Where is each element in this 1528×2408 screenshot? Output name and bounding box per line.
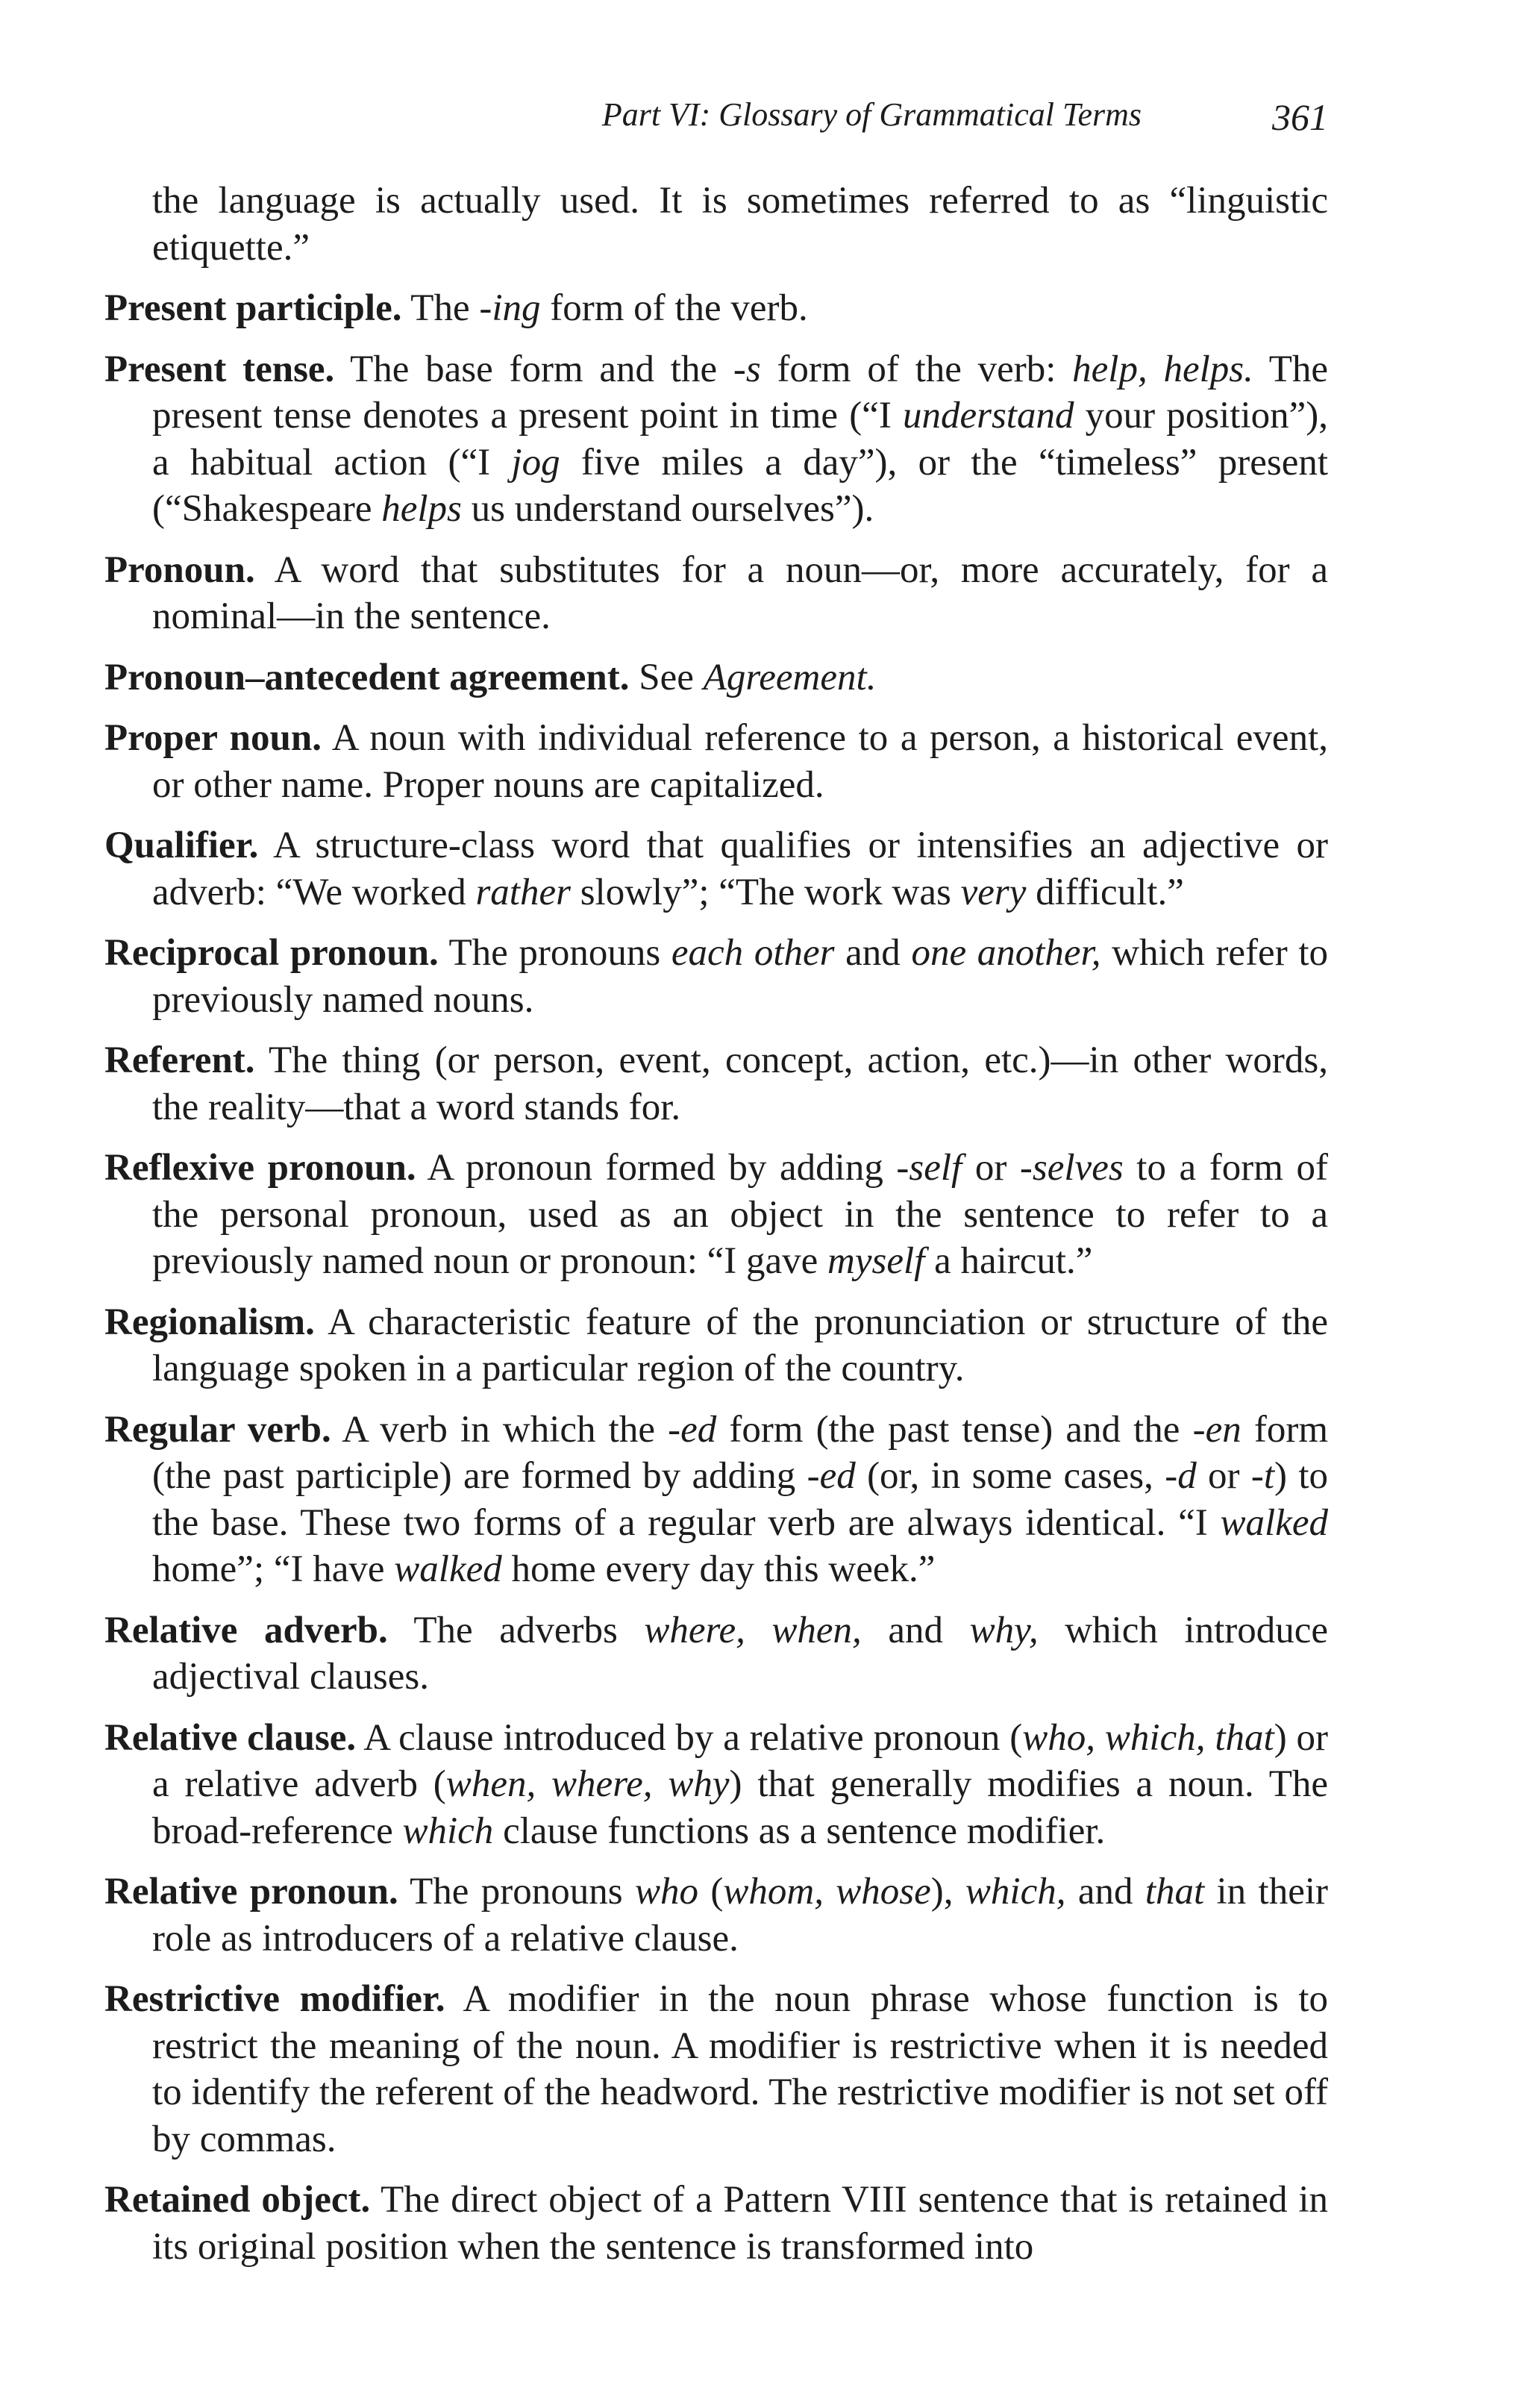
entry-term: Restrictive modifier. [104,1978,445,2020]
definition-text: the language is actually used. It is sometimes referred to as “linguistic etiquette.” [152,180,1328,269]
definition-text: and [1065,1871,1145,1913]
definition-text: which introduce adjectival clauses. [152,1609,1328,1698]
definition-text: The [401,287,480,329]
entry-term: Retained object. [104,2179,371,2221]
glossary-entry [104,1607,1328,1701]
definition-text: home every day this week.” [501,1548,936,1590]
glossary-entry [104,1407,1328,1593]
definition-text: ( [698,1871,724,1913]
definition-text: A modifier in the noun phrase whose function is to restrict the meaning of the noun. A modifier is restrictive when it is needed to identify the referent of the headword. The restrictive modifier is not set off by commas. [152,1978,1328,2160]
definition-text: and [861,1609,970,1651]
glossary-entry [104,1715,1328,1855]
definition-text: See [629,656,704,698]
entry-term: Relative pronoun. [104,1871,398,1913]
glossary-entry [104,1145,1328,1285]
italic-text: -ed [807,1455,856,1497]
italic-text: who [634,1871,698,1913]
definition-text: The present tense denotes a present point in time (“I [152,348,1328,437]
italic-text: walked [394,1548,502,1590]
glossary-entry [104,346,1328,533]
definition-text: in their role as introducers of a relative clause. [152,1871,1328,1960]
italic-text: each other [671,932,835,974]
glossary-entry [104,2177,1328,2270]
italic-text: why, [969,1609,1039,1651]
entry-term: Proper noun. [104,717,322,759]
italic-text: which [402,1810,494,1852]
definition-text: A verb in which the [331,1408,668,1451]
definition-text: your position”), a habitual action (“I [152,395,1328,484]
definition-text: home”; “I have [152,1548,395,1590]
definition-text: to a form of the personal pronoun, used as an object in the sentence to refer to a previously named noun or pronoun: “I gave [152,1147,1328,1282]
definition-text: A structure-class word that qualifies or intensifies an adjective or adverb: “We worked [152,825,1328,913]
italic-text: walked [1220,1501,1328,1544]
definition-text: form (the past participle) are formed by adding [152,1408,1329,1497]
running-title: Part VI: Glossary of Grammatical Terms [601,96,1142,133]
italic-text: -ed [668,1408,717,1451]
entry-term: Regular verb. [104,1408,331,1451]
italic-text: which, [965,1871,1066,1913]
italic-text: -en [1192,1408,1242,1451]
definition-text: A word that substitutes for a noun—or, more accurately, for a nominal—in the sentence. [152,548,1328,637]
glossary-entry-continuation [104,178,1328,271]
italic-text: whom, whose [723,1871,931,1913]
glossary-entry [104,285,1328,332]
italic-text: -d [1165,1455,1197,1497]
definition-text: and [834,932,912,974]
definition-text: A noun with individual reference to a person, a historical event, or other name. Proper nouns are capitalized. [152,717,1328,806]
definition-text: clause functions as a sentence modifier. [493,1810,1106,1852]
entry-term: Pronoun–antecedent agreement. [104,656,630,698]
entry-term: Reciprocal pronoun. [104,932,439,974]
definition-text: which refer to previously named nouns. [152,932,1328,1021]
italic-text: myself [827,1240,925,1282]
glossary-entry [104,1868,1328,1962]
italic-text: -self [896,1147,962,1189]
definition-text: (or, in some cases, [855,1455,1165,1497]
definition-text: or [962,1147,1020,1189]
definition-text: or [1196,1455,1251,1497]
running-header [104,96,1328,140]
italic-text: when, where, why [445,1763,730,1805]
glossary-entry [104,654,1328,701]
italic-text: helps [381,488,462,530]
definition-text: form of the verb: [760,348,1073,390]
italic-text: -t [1250,1455,1275,1497]
page-number: 361 [1272,96,1328,138]
italic-text: -selves [1019,1147,1124,1189]
italic-text: rather [475,871,571,913]
definition-text: The adverbs [387,1609,645,1651]
definition-text: A clause introduced by a relative pronoun ( [356,1716,1023,1759]
definition-text: a haircut.” [924,1240,1093,1282]
italic-text: jog [511,441,560,484]
definition-text: difficult.” [1026,871,1184,913]
glossary-entry [104,1299,1328,1392]
entry-term: Referent. [104,1039,255,1081]
definition-text: slowly”; “The work was [570,871,961,913]
italic-text: understand [902,395,1074,437]
definition-text: A pronoun formed by adding [416,1147,897,1189]
entry-term: Present tense. [104,348,335,390]
entry-term: Relative adverb. [104,1609,388,1651]
entry-term: Qualifier. [104,825,259,866]
italic-text: where, when, [644,1609,862,1651]
definition-text: us understand ourselves”). [461,488,874,530]
glossary-entry [104,822,1328,916]
glossary-entry [104,930,1328,1023]
italic-text: one another, [911,932,1101,974]
glossary-text [104,178,1328,2284]
italic-text: help, helps. [1072,348,1253,390]
entry-term: Regionalism. [104,1301,315,1343]
glossary-entry [104,1037,1328,1130]
definition-text: A characteristic feature of the pronunciation or structure of the language spoken in a particular region of the country. [152,1301,1328,1389]
definition-text: ) that generally modifies a noun. The broad-reference [152,1763,1328,1852]
italic-text: -ing [479,287,541,329]
entry-term: Reflexive pronoun. [104,1147,416,1189]
definition-text: ), [930,1871,965,1913]
definition-text: form of the verb. [540,287,808,329]
italic-text: who, which, that [1022,1716,1274,1759]
definition-text: ) or a relative adverb ( [152,1716,1329,1805]
glossary-entry [104,1976,1328,2162]
glossary-entry [104,715,1328,808]
definition-text: ) to the base. These two forms of a regular verb are always identical. “I [152,1455,1328,1544]
entry-term: Relative clause. [104,1716,357,1759]
definition-text: The thing (or person, event, concept, action, etc.)—in other words, the reality—that a word stands for. [152,1039,1328,1128]
italic-text: -s [733,348,761,390]
glossary-entry [104,547,1328,640]
entry-term: Present participle. [104,287,402,329]
definition-text: The pronouns [438,932,671,974]
italic-text: that [1145,1871,1205,1913]
italic-text: very [960,871,1027,913]
italic-text: Agreement. [703,656,877,698]
definition-text: The pronouns [398,1871,635,1913]
definition-text: five miles a day”), or the “timeless” present (“Shakespeare [152,441,1329,530]
entry-term: Pronoun. [104,548,255,591]
definition-text: form (the past tense) and the [716,1408,1193,1451]
definition-text: The base form and the [334,348,733,390]
definition-text: The direct object of a Pattern VIII sentence that is retained in its original position when the sentence is transformed into [152,2179,1328,2268]
